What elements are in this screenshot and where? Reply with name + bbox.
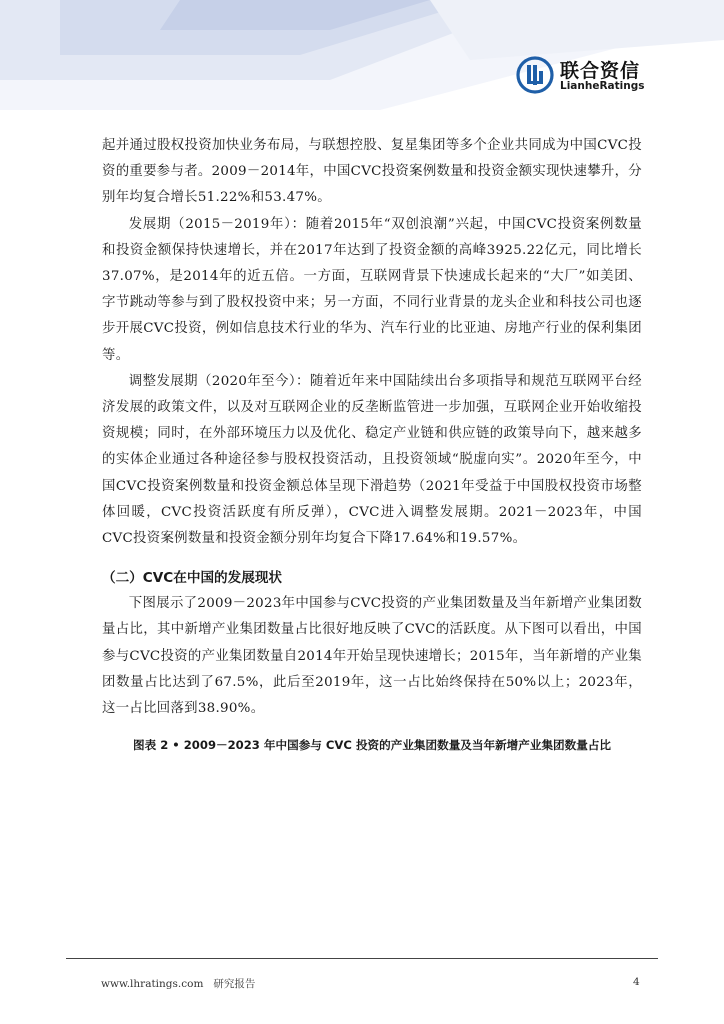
paragraph-current-status: 下图展示了2009－2023年中国参与CVC投资的产业集团数量及当年新增产业集团数量占比，其中新增产业集团数量占比很好地反映了CVC的活跃度。从下图可以看出，中国参与CVC投资的产业集团数量自2014年开始呈现快速增长；2015年，当年新增的产业集团数量占比达到了67.5%，此后至2019年，这一占比始终保持在50%以上；2023年，这一占比回落到38.90%。 — [102, 596, 642, 717]
footer-info — [101, 976, 255, 991]
paragraph-adjustment-period: 调整发展期（2020年至今）：随着近年来中国陆续出台多项指导和规范互联网平台经济发展的政策文件，以及对互联网企业的反垄断监管进一步加强，互联网企业开始收缩投资规模；同时，在外部环境压力以及优化、稳定产业链和供应链的政策导向下，越来越多的实体企业通过各种途径参与股权投资活动，且投资领域“脱虚向实”。2020年至今，中国CVC投资案例数量和投资金额总体呈现下滑趋势（2021年受益于中国股权投资市场整体回暖，CVC投资活跃度有所反弹），CVC进入调整发展期。2021－2023年，中国CVC投资案例数量和投资金额分别年均复合下降17.64%和19.57%。 — [102, 373, 642, 547]
main-content — [102, 133, 642, 755]
paragraph-development-period: 发展期（2015－2019年）：随着2015年“双创浪潮”兴起，中国CVC投资案例数量和投资金额保持快速增长，并在2017年达到了投资金额的高峰3925.22亿元，同比增长37.07%，是2014年的近五倍。一方面，互联网背景下快速成长起来的“大厂”如美团、字节跳动等参与到了股权投资中来；另一方面，不同行业背景的龙头企业和科技公司也逐步开展CVC投资，例如信息技术行业的华为、汽车行业的比亚迪、房地产行业的保利集团等。 — [102, 216, 642, 363]
lianhe-logo-icon — [516, 56, 554, 94]
footer-doc-type: 研究报告 — [213, 978, 256, 990]
paragraph-continuation: 起并通过股权投资加快业务布局，与联想控股、复星集团等多个企业共同成为中国CVC投资的重要参与者。2009－2014年，中国CVC投资案例数量和投资金额实现快速攀升，分别年均复合增长51.22%和53.47%。 — [102, 138, 642, 206]
footer-website: www.lhratings.com — [101, 978, 204, 990]
page-number: 4 — [633, 976, 640, 988]
footer-divider — [66, 958, 658, 959]
company-logo — [516, 56, 646, 96]
logo-english-name: LianheRatings — [560, 80, 645, 92]
logo-chinese-name: 联合资信 — [560, 60, 641, 82]
section-heading: （二）CVC在中国的发展现状 — [102, 570, 283, 587]
figure-caption: 图表 2 • 2009－2023 年中国参与 CVC 投资的产业集团数量及当年新增产业集团数量占比 — [132, 738, 612, 753]
